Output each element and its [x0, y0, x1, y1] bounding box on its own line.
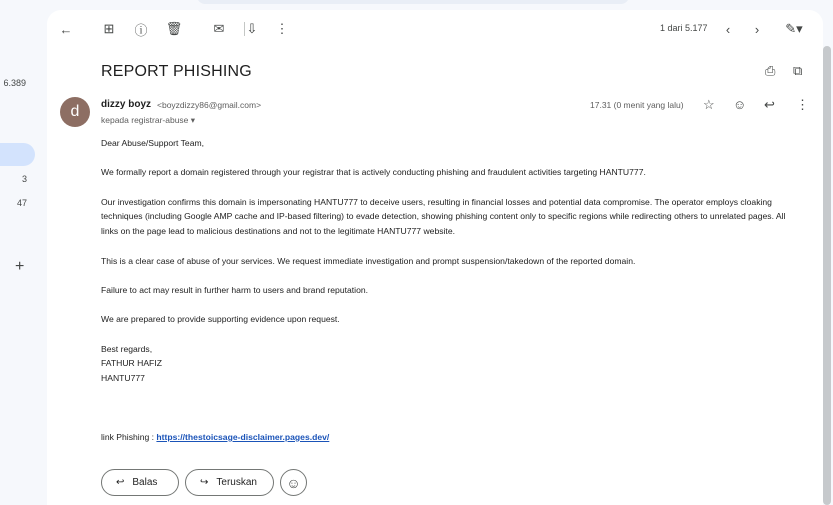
body-paragraph-3: This is a clear case of abuse of your services. We request immediate investigation and prompt suspension/takedown of the reported domain. [101, 255, 636, 266]
sender-email: <boyzdizzy86@gmail.com> [157, 100, 262, 110]
recipient-details[interactable]: kepada registrar-abuse ▾ [101, 115, 196, 125]
reply-label: Balas [132, 477, 158, 488]
reply-arrow-icon: ↩ [116, 477, 125, 488]
active-nav-pill[interactable] [0, 143, 35, 166]
top-strip [47, 0, 833, 10]
signature-line-3: HANTU777 [101, 373, 145, 384]
page-indicator: 1 dari 5.177 [660, 23, 708, 33]
greeting: Dear Abuse/Support Team, [101, 138, 205, 148]
phishing-link[interactable]: https://thestoicsage-disclaimer.pages.dev/ [156, 431, 330, 442]
add-label-icon[interactable]: + [15, 258, 25, 275]
nav-count-47: 47 [16, 198, 27, 208]
signature-line-1: Best regards, [101, 343, 153, 354]
body-paragraph-1: We formally report a domain registered through your registrar that is actively conducting phishing and fraudulent activities targeting HANTU777. [101, 167, 646, 178]
next-icon[interactable]: › [754, 21, 760, 37]
reply-button[interactable] [101, 469, 179, 496]
prev-icon[interactable]: ‹ [725, 21, 731, 37]
print-icon[interactable]: ⎙ [765, 63, 776, 78]
more-options-icon[interactable]: ⋮ [275, 21, 289, 36]
sender-name[interactable]: dizzy boyz [101, 99, 152, 110]
more-icon[interactable]: ⋮ [796, 97, 809, 112]
inbox-count: 6.389 [3, 78, 26, 88]
email-subject: REPORT PHISHING [101, 63, 252, 80]
message-toolbar [47, 10, 823, 48]
body-paragraph-5: We are prepared to provide supporting evidence upon request. [101, 314, 340, 325]
forward-label: Teruskan [216, 477, 257, 488]
email-panel [47, 10, 823, 505]
back-arrow-icon[interactable]: ← [59, 21, 73, 37]
timestamp: 17.31 (0 menit yang lalu) [590, 100, 684, 110]
email-body [101, 136, 801, 445]
emoji-icon[interactable]: ☺ [733, 97, 747, 112]
search-bar-edge[interactable] [197, 0, 629, 4]
emoji-react-button[interactable] [280, 469, 307, 496]
forward-arrow-icon: ↪ [200, 477, 209, 488]
avatar[interactable]: d [60, 97, 90, 127]
edit-icon[interactable]: ✎▾ [785, 21, 803, 36]
star-icon[interactable]: ☆ [703, 97, 715, 112]
link-label: link Phishing : [101, 431, 155, 442]
report-spam-icon[interactable]: ⓘ [134, 22, 148, 38]
scrollbar[interactable] [823, 46, 831, 505]
nav-count-3: 3 [21, 174, 27, 184]
mark-unread-icon[interactable]: ✉ [213, 21, 225, 36]
left-rail [0, 0, 47, 505]
smiley-icon: ☺ [286, 474, 301, 491]
open-new-window-icon[interactable]: ⧉ [793, 63, 803, 78]
forward-button[interactable] [185, 469, 274, 496]
move-to-icon[interactable]: ⇩ [246, 21, 258, 36]
body-paragraph-2: Our investigation confirms this domain is impersonating HANTU777 to deceive users, resulting in financial losses and potential data compromise. The operator employs cloaking techniques (including Google AMP cache and IP-based filtering) to evade detection, showing phishing content only to specific regions while redirecting others to unrelated pages. All links on the page lead to malicious destinations and not to the legitimate HANTU777 website. [101, 196, 786, 237]
body-paragraph-4: Failure to act may result in further harm to users and brand reputation. [101, 284, 369, 295]
reply-actions [101, 469, 307, 496]
phishing-link-line [101, 430, 801, 445]
reply-icon[interactable]: ↩ [764, 97, 775, 112]
signature-line-2: FATHUR HAFIZ [101, 358, 162, 369]
delete-icon[interactable]: 🗑 [165, 21, 183, 36]
signature [101, 342, 801, 386]
archive-icon[interactable]: ⊞ [103, 21, 115, 36]
